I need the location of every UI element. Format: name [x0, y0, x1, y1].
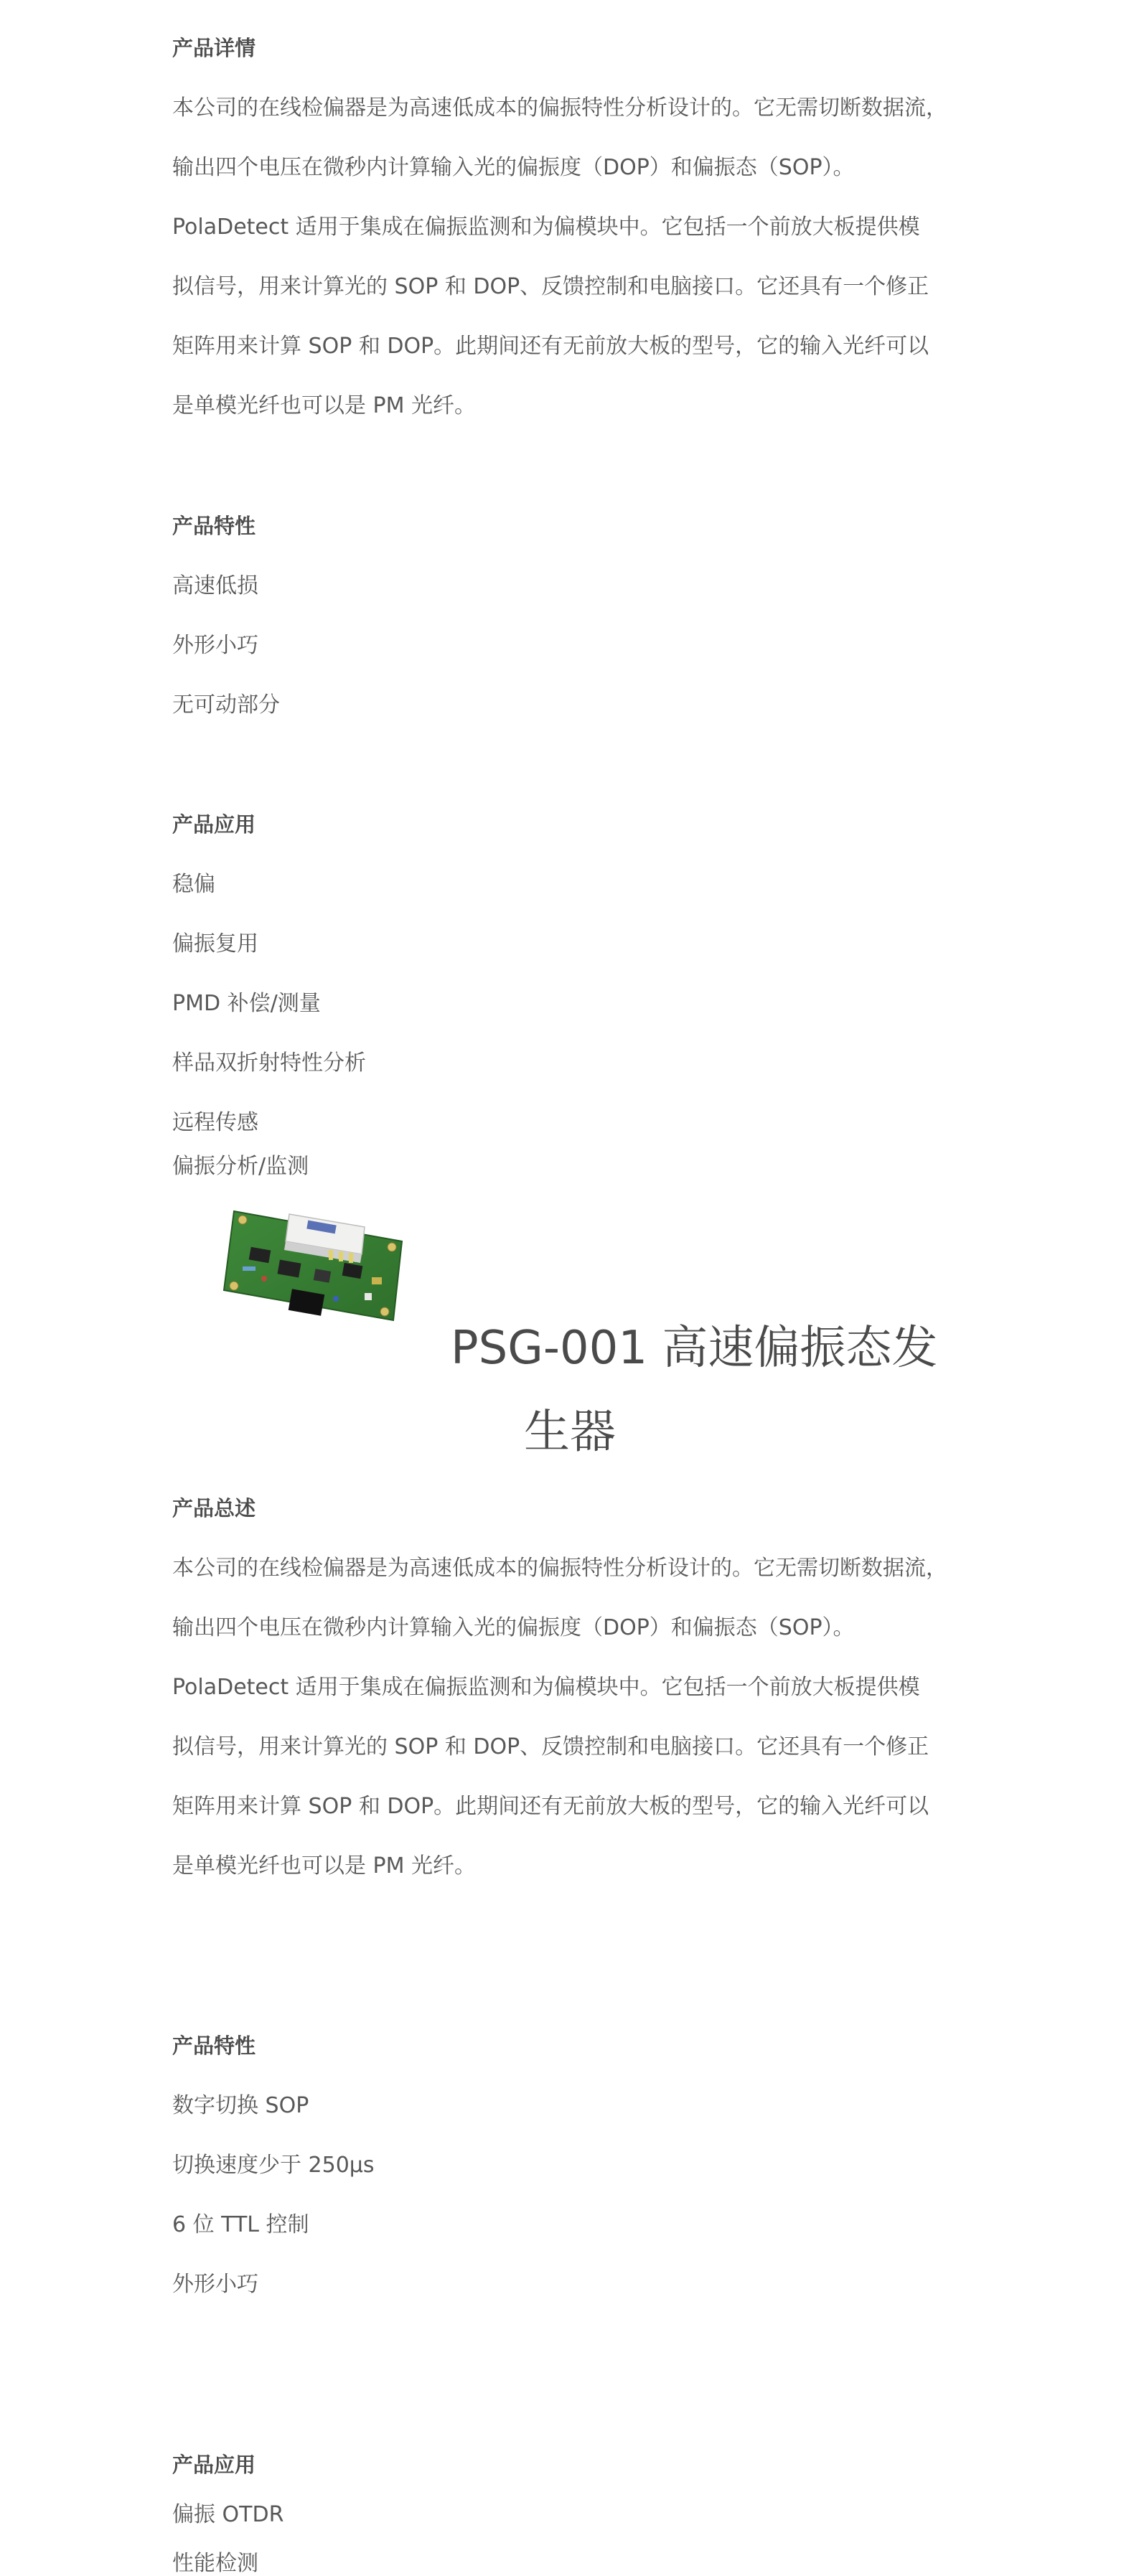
applications-heading-2: 产品应用 — [172, 2453, 256, 2477]
application-item: 偏振复用 — [172, 931, 258, 956]
feature-item: 外形小巧 — [172, 2272, 258, 2297]
overview-heading: 产品总述 — [172, 1496, 256, 1520]
application-item: PMD 补偿/测量 — [172, 991, 321, 1016]
details-line-1: 本公司的在线检偏器是为高速低成本的偏振特性分析设计的。它无需切断数据流， — [172, 95, 947, 121]
application-item: 偏振分析/监测 — [172, 1154, 309, 1179]
overview-line-3: PolaDetect 适用于集成在偏振监测和为偏模块中。它包括一个前放大板提供模 — [172, 1675, 920, 1700]
application-item: 样品双折射特性分析 — [172, 1050, 366, 1076]
application-item: 性能检测 — [172, 2551, 258, 2576]
product-image — [221, 1198, 413, 1326]
details-line-4: 拟信号，用来计算光的 SOP 和 DOP、反馈控制和电脑接口。它还具有一个修正 — [172, 274, 929, 299]
product-title-line-2: 生器 — [524, 1406, 616, 1459]
details-line-6: 是单模光纤也可以是 PM 光纤。 — [172, 393, 477, 418]
overview-line-4: 拟信号，用来计算光的 SOP 和 DOP、反馈控制和电脑接口。它还具有一个修正 — [172, 1734, 929, 1759]
overview-line-5: 矩阵用来计算 SOP 和 DOP。此期间还有无前放大板的型号，它的输入光纤可以 — [172, 1794, 929, 1819]
product-details-heading: 产品详情 — [172, 36, 256, 60]
feature-item: 无可动部分 — [172, 692, 280, 718]
feature-item: 高速低损 — [172, 573, 258, 598]
details-line-3: PolaDetect 适用于集成在偏振监测和为偏模块中。它包括一个前放大板提供模 — [172, 215, 920, 240]
application-item: 偏振 OTDR — [172, 2502, 284, 2527]
application-item: 稳偏 — [172, 872, 215, 897]
details-line-5: 矩阵用来计算 SOP 和 DOP。此期间还有无前放大板的型号，它的输入光纤可以 — [172, 334, 929, 359]
product-title-line-1: PSG-001 高速偏振态发 — [451, 1322, 938, 1375]
features-heading: 产品特性 — [172, 514, 256, 538]
application-item: 远程传感 — [172, 1110, 258, 1135]
details-line-2: 输出四个电压在微秒内计算输入光的偏振度（DOP）和偏振态（SOP）。 — [172, 155, 855, 180]
feature-item: 切换速度少于 250μs — [172, 2153, 375, 2178]
overview-line-6: 是单模光纤也可以是 PM 光纤。 — [172, 1853, 477, 1879]
circuit-board-icon — [221, 1198, 413, 1326]
feature-item: 外形小巧 — [172, 633, 258, 658]
overview-line-2: 输出四个电压在微秒内计算输入光的偏振度（DOP）和偏振态（SOP）。 — [172, 1615, 855, 1640]
feature-item: 6 位 TTL 控制 — [172, 2212, 309, 2237]
features-heading-2: 产品特性 — [172, 2034, 256, 2058]
feature-item: 数字切换 SOP — [172, 2093, 309, 2118]
applications-heading: 产品应用 — [172, 812, 256, 837]
overview-line-1: 本公司的在线检偏器是为高速低成本的偏振特性分析设计的。它无需切断数据流， — [172, 1556, 947, 1581]
